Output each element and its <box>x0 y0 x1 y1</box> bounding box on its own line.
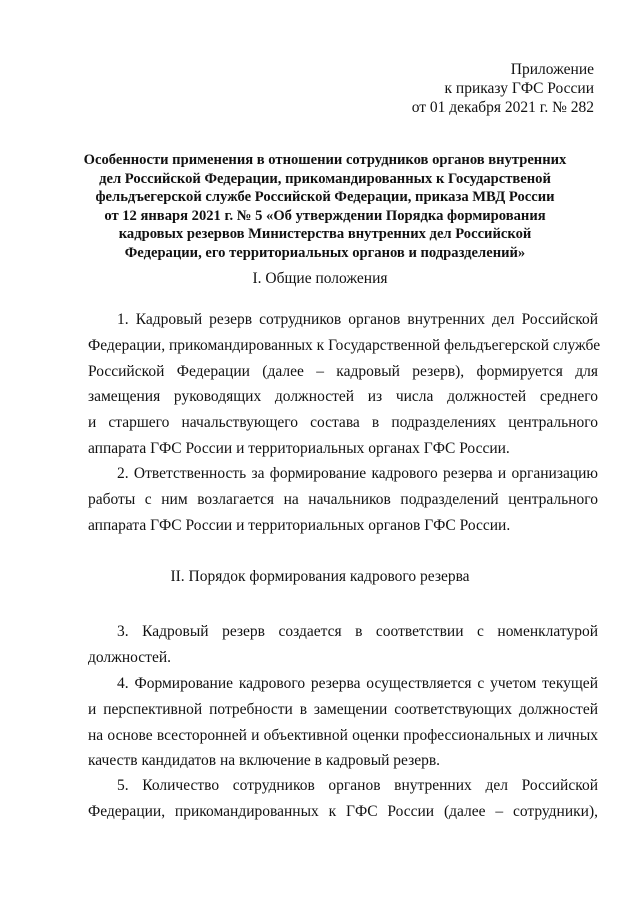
section-heading-procedure: II. Порядок формирования кадрового резерва <box>170 568 470 585</box>
title-line: кадровых резервов Министерства внутренних дел Российской <box>118 226 532 243</box>
paragraph-line: качеств кандидатов на включение в кадровый резерв. <box>88 752 441 770</box>
title-line: от 12 января 2021 г. № 5 «Об утверждении Порядка формирования <box>104 207 546 224</box>
section-procedure-p5 <box>117 773 598 799</box>
paragraph-3-cont <box>88 645 598 671</box>
paragraph-4-cont <box>88 697 598 774</box>
section-general-body-p2-cont <box>88 487 598 538</box>
section-procedure-p4-cont <box>88 697 598 774</box>
section-procedure-p5-cont <box>88 799 598 825</box>
document-title <box>50 151 600 263</box>
title-line: Федерации, его территориальных органов и подразделений» <box>124 244 526 261</box>
section-procedure-p3 <box>117 619 598 645</box>
paragraph-line: Федерации, прикомандированных к Государственной фельдъегерской службе <box>88 337 601 354</box>
paragraph-1 <box>117 307 598 333</box>
paragraph-1-cont <box>88 333 601 461</box>
paragraph-line: работы с ним возлагается на начальников подразделений центрального <box>88 491 598 508</box>
paragraph-line: аппарата ГФС России и территориальных органах ГФС России. <box>88 439 510 457</box>
paragraph-5-cont <box>88 799 598 825</box>
section-general-body <box>117 307 598 333</box>
paragraph-line: на основе всесторонней и объективной оценки профессиональных и личных <box>88 726 598 744</box>
title-line: дел Российской Федерации, прикомандированных к Государственой <box>99 170 551 187</box>
paragraph-line: замещения руководящих должностей из числа должностей среднего <box>88 388 598 406</box>
section-general-body-cont <box>88 333 601 461</box>
paragraph-line: Федерации, прикомандированных к ГФС России (далее – сотрудники), <box>88 803 598 820</box>
paragraph-line: 2. Ответственность за формирование кадрового резерва и организацию <box>117 465 598 482</box>
paragraph-line: должностей. <box>88 649 172 666</box>
title-line: Особенности применения в отношении сотрудников органов внутренних <box>83 152 567 168</box>
paragraph-line: и перспективной потребности в замещении соответствующих должностей <box>88 701 598 718</box>
paragraph-5 <box>117 773 598 799</box>
paragraph-2 <box>117 461 598 487</box>
paragraph-3 <box>117 619 598 645</box>
appendix-header <box>412 60 594 117</box>
paragraph-line: и старшего начальствующего состава в подразделениях центрального <box>88 414 598 432</box>
section-procedure-p4 <box>117 671 598 697</box>
paragraph-line: 5. Количество сотрудников органов внутренних дел Российской <box>117 777 598 794</box>
paragraph-4 <box>117 671 598 697</box>
paragraph-line: 4. Формирование кадрового резерва осуществляется с учетом текущей <box>117 675 598 692</box>
section-heading-general: I. Общие положения <box>252 270 388 287</box>
section-general-body-p2 <box>117 461 598 487</box>
paragraph-line: аппарата ГФС России и территориальных органов ГФС России. <box>88 516 511 534</box>
appendix-label: Приложение <box>510 61 594 78</box>
paragraph-line: 1. Кадровый резерв сотрудников органов внутренних дел Российской <box>117 311 598 328</box>
paragraph-2-cont <box>88 487 598 538</box>
title-line: фельдъегерской службе Российской Федерации, приказа МВД России <box>95 189 555 206</box>
section-procedure-p3-cont <box>88 645 598 671</box>
appendix-order-date: от 01 декабря 2021 г. № 282 <box>411 99 594 116</box>
appendix-order-ref: к приказу ГФС России <box>444 80 594 97</box>
paragraph-line: Российской Федерации (далее – кадровый резерв), формируется для <box>88 362 598 380</box>
paragraph-line: 3. Кадровый резерв создается в соответствии с номенклатурой <box>117 623 598 640</box>
